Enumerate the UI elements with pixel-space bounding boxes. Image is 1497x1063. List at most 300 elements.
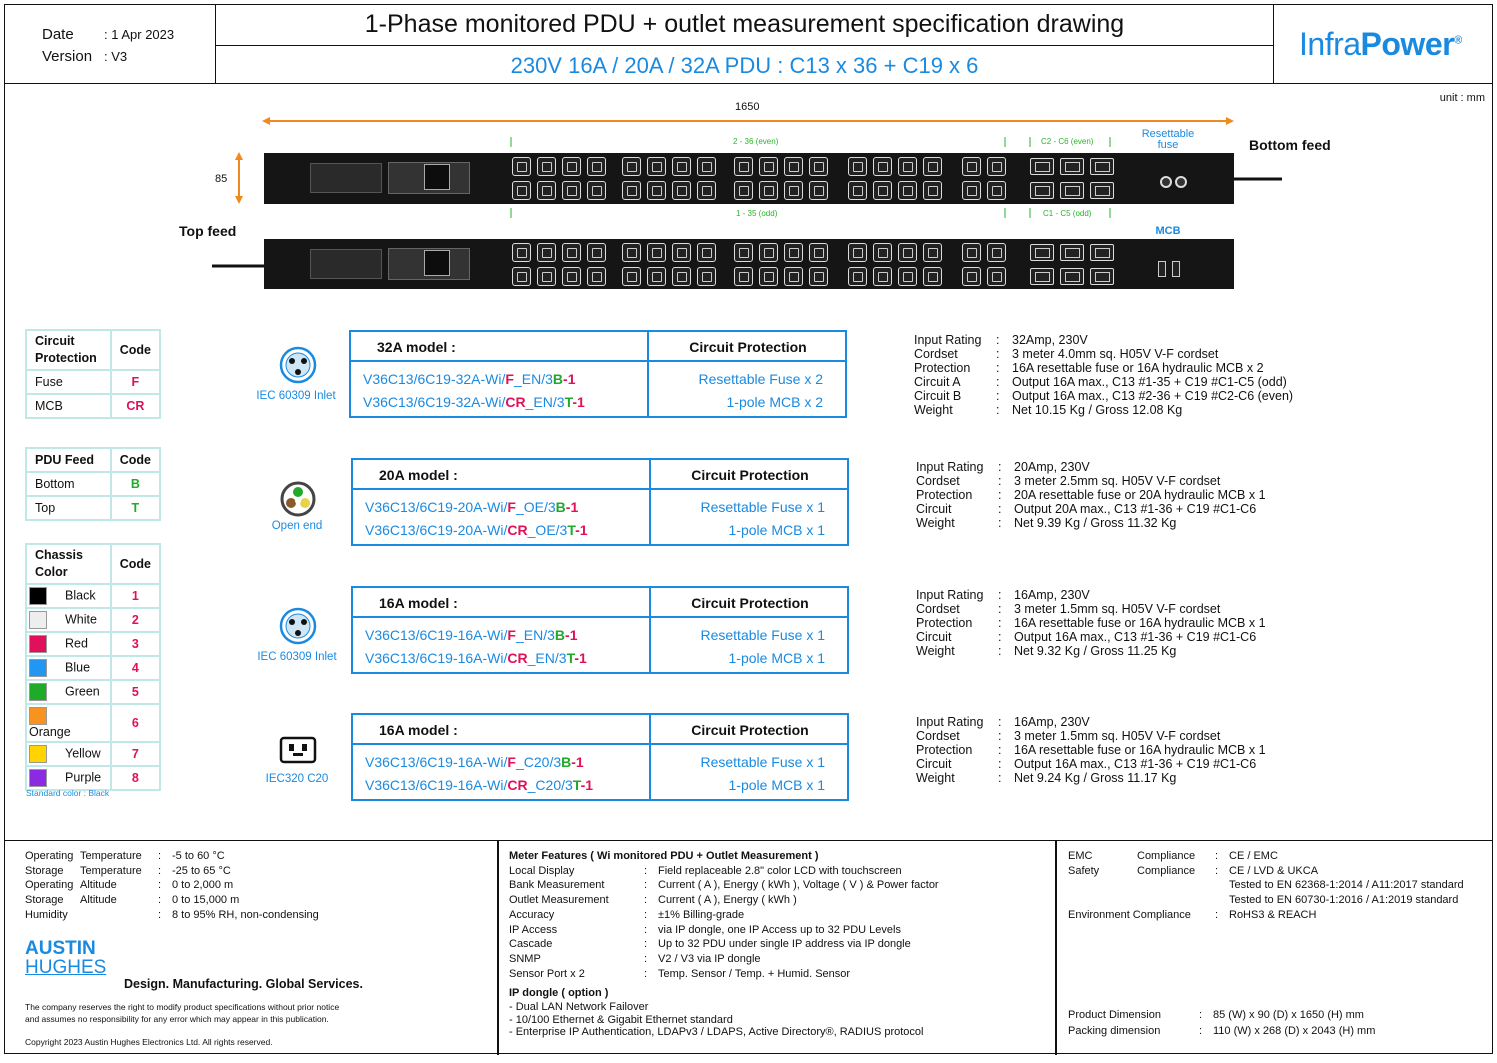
spec-key: Cordset bbox=[916, 602, 960, 616]
c13-outlet bbox=[512, 243, 531, 262]
color-swatch bbox=[29, 707, 47, 725]
color-swatch bbox=[29, 635, 47, 653]
model-box-16a-c20 bbox=[351, 713, 849, 801]
spec-row: Input Rating : 20Amp, 230V bbox=[916, 460, 1090, 474]
c13-outlet bbox=[647, 181, 666, 200]
dimension-row: Product Dimension : 85 (W) x 90 (D) x 1650 (H) mm bbox=[1068, 1009, 1364, 1021]
standard-color-note: Standard color : Black bbox=[26, 788, 110, 798]
model-sku-fuse: V36C13/6C19-32A-Wi/F_EN/3B-1 bbox=[363, 371, 576, 387]
meter-row: SNMP : V2 / V3 via IP dongle bbox=[509, 952, 761, 965]
color-name: Purple bbox=[65, 770, 102, 785]
protection-fuse: Resettable Fuse x 1 bbox=[700, 499, 825, 515]
th-code: Code bbox=[111, 448, 160, 472]
c13-outlet bbox=[873, 243, 892, 262]
th-code: Code bbox=[111, 544, 160, 584]
spec-row: Cordset : 3 meter 1.5mm sq. H05V V-F cordset bbox=[916, 602, 1221, 616]
model-sku-mcb: V36C13/6C19-20A-Wi/CR_OE/3T-1 bbox=[365, 522, 588, 538]
label-even-outlets: 2 - 36 (even) bbox=[733, 137, 779, 146]
spec-key: Input Rating bbox=[916, 715, 984, 729]
code-name: Fuse bbox=[26, 370, 111, 394]
spec-value: Output 20A max., C13 #1-36 + C19 #C1-C6 bbox=[1014, 502, 1257, 516]
meter-module bbox=[310, 163, 382, 193]
c13-outlet bbox=[537, 181, 556, 200]
spec-value: 16A resettable fuse or 16A hydraulic MCB x 1 bbox=[1014, 743, 1266, 757]
circuit-protection-heading: Circuit Protection bbox=[691, 595, 809, 611]
protection-fuse: Resettable Fuse x 2 bbox=[698, 371, 823, 387]
c13-outlet bbox=[697, 181, 716, 200]
protection-mcb: 1-pole MCB x 1 bbox=[728, 777, 825, 793]
env-row: Humidity : 8 to 95% RH, non-condensing bbox=[25, 908, 319, 921]
color-code: 4 bbox=[111, 656, 160, 680]
model-sku-fuse: V36C13/6C19-16A-Wi/F_EN/3B-1 bbox=[365, 627, 578, 643]
c19-outlet bbox=[1030, 182, 1054, 199]
model-sku-mcb: V36C13/6C19-16A-Wi/CR_C20/3T-1 bbox=[365, 777, 594, 793]
meter-row: Cascade : Up to 32 PDU under single IP address via IP dongle bbox=[509, 938, 911, 951]
spec-value: Net 9.32 Kg / Gross 11.25 Kg bbox=[1014, 644, 1177, 658]
c13-outlet bbox=[898, 267, 917, 286]
plug-label-16a-c20: IEC320 C20 bbox=[265, 773, 329, 785]
code-value: T bbox=[111, 496, 160, 520]
c13-outlet bbox=[647, 157, 666, 176]
model-sku-mcb: V36C13/6C19-32A-Wi/CR_EN/3T-1 bbox=[363, 394, 585, 410]
c13-outlet bbox=[923, 157, 942, 176]
meter-row: Bank Measurement : Current ( A ), Energy ( kWh ), Voltage ( V ) & Power factor bbox=[509, 879, 939, 892]
c19-outlet bbox=[1060, 268, 1084, 285]
spec-row: Circuit : Output 20A max., C13 #1-36 + C19 #C1-C6 bbox=[916, 502, 1257, 516]
mcb-label: MCB bbox=[1155, 225, 1181, 237]
code-value: F bbox=[111, 370, 160, 394]
spec-value: Output 16A max., C13 #1-36 + C19 #C1-C6 bbox=[1014, 757, 1257, 771]
spec-value: 16Amp, 230V bbox=[1014, 588, 1090, 602]
spec-row: Circuit : Output 16A max., C13 #1-36 + C19 #C1-C6 bbox=[916, 757, 1257, 771]
env-row: Storage Temperature : -25 to 65 °C bbox=[25, 864, 231, 877]
c13-outlet bbox=[809, 157, 828, 176]
resettable-fuse bbox=[1160, 176, 1172, 188]
copyright: Copyright 2023 Austin Hughes Electronics Ltd. All rights reserved. bbox=[25, 1037, 273, 1047]
height-arrow-bottom bbox=[235, 196, 243, 204]
c13-outlet bbox=[759, 243, 778, 262]
spec-key: Circuit A bbox=[914, 375, 961, 389]
c13-outlet bbox=[898, 181, 917, 200]
spec-key: Circuit B bbox=[914, 389, 962, 403]
spec-block-32a bbox=[914, 333, 1293, 417]
c13-outlet bbox=[512, 157, 531, 176]
disclaimer: The company reserves the right to modify product specifications without prior notice and assumes no responsibility for any error which may appear in this publication. bbox=[25, 1002, 340, 1024]
c13-outlet bbox=[784, 267, 803, 286]
length-label: 1650 bbox=[735, 101, 760, 113]
c13-outlet bbox=[697, 243, 716, 262]
spec-key: Protection bbox=[916, 743, 973, 757]
c13-outlet bbox=[873, 181, 892, 200]
code-name: Bottom bbox=[26, 472, 111, 496]
c13-outlet bbox=[587, 243, 606, 262]
model-sku-fuse: V36C13/6C19-20A-Wi/F_OE/3B-1 bbox=[365, 499, 579, 515]
c13-outlet bbox=[647, 243, 666, 262]
dimension-specs bbox=[1068, 1007, 1493, 1047]
model-sku-mcb: V36C13/6C19-16A-Wi/CR_EN/3T-1 bbox=[365, 650, 587, 666]
spec-key: Circuit bbox=[916, 630, 952, 644]
color-name: Green bbox=[65, 684, 100, 699]
c13-outlet bbox=[809, 181, 828, 200]
env-row: Storage Altitude : 0 to 15,000 m bbox=[25, 894, 240, 907]
spec-row: Cordset : 3 meter 4.0mm sq. H05V V-F cordset bbox=[914, 347, 1219, 361]
spec-row: Weight : Net 9.24 Kg / Gross 11.17 Kg bbox=[916, 771, 1177, 785]
label-c19-odd: C1 - C5 (odd) bbox=[1043, 209, 1092, 218]
c13-outlet bbox=[784, 243, 803, 262]
color-code: 7 bbox=[111, 742, 160, 766]
austin-hughes-logo: AUSTIN HUGHES bbox=[25, 938, 107, 978]
c13-outlet bbox=[537, 267, 556, 286]
c13-outlet bbox=[562, 181, 581, 200]
spec-row: Protection : 16A resettable fuse or 16A hydraulic MCB x 1 bbox=[916, 616, 1266, 630]
chassis-color-row bbox=[26, 584, 160, 608]
spec-value: Output 16A max., C13 #2-36 + C19 #C2-C6 (even) bbox=[1012, 389, 1294, 403]
c19-outlet bbox=[1090, 182, 1114, 199]
spec-key: Circuit bbox=[916, 757, 952, 771]
spec-value: 3 meter 1.5mm sq. H05V V-F cordset bbox=[1014, 602, 1221, 616]
tagline: Design. Manufacturing. Global Services. bbox=[124, 977, 363, 991]
c13-outlet bbox=[873, 267, 892, 286]
c13-outlet bbox=[672, 243, 691, 262]
spec-row: Weight : Net 10.15 Kg / Gross 12.08 Kg bbox=[914, 403, 1183, 417]
ip-dongle-title: IP dongle ( option ) bbox=[509, 987, 609, 1000]
iec-60309-icon bbox=[278, 345, 318, 385]
c13-outlet bbox=[848, 267, 867, 286]
chassis-color-row bbox=[26, 742, 160, 766]
spec-value: 20A resettable fuse or 20A hydraulic MCB x 1 bbox=[1014, 488, 1266, 502]
c13-outlet bbox=[987, 243, 1006, 262]
c13-outlet bbox=[734, 267, 753, 286]
c19-outlet bbox=[1090, 244, 1114, 261]
spec-row: Weight : Net 9.39 Kg / Gross 11.32 Kg bbox=[916, 516, 1177, 530]
c13-outlet bbox=[622, 243, 641, 262]
spec-value: 3 meter 2.5mm sq. H05V V-F cordset bbox=[1014, 474, 1221, 488]
spec-value: 16A resettable fuse or 16A hydraulic MCB x 1 bbox=[1014, 616, 1266, 630]
color-name: Blue bbox=[65, 660, 91, 675]
c13-outlet bbox=[962, 243, 981, 262]
c19-outlet bbox=[1090, 158, 1114, 175]
c13-outlet bbox=[923, 243, 942, 262]
c13-outlet bbox=[873, 157, 892, 176]
circuit-protection-code-table bbox=[25, 329, 161, 419]
spec-value: 16A resettable fuse or 16A hydraulic MCB x 2 bbox=[1012, 361, 1264, 375]
spec-key: Cordset bbox=[916, 729, 960, 743]
c13-outlet bbox=[987, 181, 1006, 200]
spec-key: Cordset bbox=[914, 347, 958, 361]
env-row: Operating Temperature : -5 to 60 °C bbox=[25, 850, 225, 862]
color-name: Orange bbox=[29, 725, 71, 739]
top-feed-label: Top feed bbox=[179, 223, 237, 239]
chassis-color-row bbox=[26, 766, 160, 790]
spec-key: Circuit bbox=[916, 502, 952, 516]
c13-outlet bbox=[962, 157, 981, 176]
c13-outlet bbox=[784, 181, 803, 200]
model-box-16a bbox=[351, 586, 849, 674]
compliance-row: EMC Compliance : CE / EMC bbox=[1068, 850, 1278, 862]
spec-key: Protection bbox=[916, 616, 973, 630]
footer bbox=[4, 840, 1493, 1054]
pdu-top-feed bbox=[264, 239, 1234, 289]
page-subtitle: 230V 16A / 20A / 32A PDU : C13 x 36 + C19 x 6 bbox=[510, 53, 979, 78]
plug-label-20a: Open end bbox=[271, 520, 323, 532]
mcb-switch bbox=[1158, 261, 1166, 277]
c13-outlet bbox=[512, 267, 531, 286]
color-code: 1 bbox=[111, 584, 160, 608]
c19-outlet bbox=[1030, 158, 1054, 175]
c13-outlet bbox=[697, 267, 716, 286]
spec-key: Weight bbox=[914, 403, 953, 417]
date-label: Date bbox=[42, 26, 74, 43]
spec-row: Input Rating : 16Amp, 230V bbox=[916, 715, 1090, 729]
spec-key: Protection bbox=[914, 361, 971, 375]
spec-value: 32Amp, 230V bbox=[1012, 333, 1088, 347]
chassis-color-row bbox=[26, 704, 160, 742]
version-label: Version bbox=[42, 48, 93, 65]
color-swatch bbox=[29, 769, 47, 787]
c13-outlet bbox=[734, 157, 753, 176]
version-value: : V3 bbox=[104, 49, 128, 64]
open-end-icon bbox=[279, 480, 317, 518]
circuit-protection-heading: Circuit Protection bbox=[691, 467, 809, 483]
length-arrow-right bbox=[1226, 117, 1234, 125]
compliance-row: Tested to EN 60730-1:2016 / A1:2019 standard bbox=[1229, 894, 1459, 907]
c13-outlet bbox=[759, 181, 778, 200]
c13-outlet bbox=[759, 267, 778, 286]
model-sku-fuse: V36C13/6C19-16A-Wi/F_C20/3B-1 bbox=[365, 754, 584, 770]
dongle-row: - Enterprise IP Authentication, LDAPv3 / LDAPS, Active Directory®, RADIUS protocol bbox=[509, 1026, 924, 1039]
infrapower-logo: InfraPower® bbox=[1299, 26, 1462, 62]
code-value: CR bbox=[111, 394, 160, 418]
c13-outlet bbox=[923, 267, 942, 286]
spec-value: Output 16A max., C13 #1-36 + C19 #C1-C6 bbox=[1014, 630, 1257, 644]
color-code: 8 bbox=[111, 766, 160, 790]
unit-label: unit : mm bbox=[1439, 92, 1485, 104]
c13-outlet bbox=[562, 267, 581, 286]
chassis-color-row bbox=[26, 680, 160, 704]
meter-row: IP Access : via IP dongle, one IP Access up to 32 PDU Levels bbox=[509, 923, 901, 936]
plug-label-32a: IEC 60309 Inlet bbox=[256, 390, 336, 402]
spec-key: Input Rating bbox=[916, 460, 984, 474]
c13-outlet bbox=[512, 181, 531, 200]
spec-block-16a-c20 bbox=[916, 715, 1266, 785]
c13-outlet bbox=[562, 157, 581, 176]
spec-block-20a bbox=[916, 460, 1266, 530]
c19-outlet bbox=[1030, 244, 1054, 261]
protection-fuse: Resettable Fuse x 1 bbox=[700, 754, 825, 770]
label-c19-even: C2 - C6 (even) bbox=[1041, 137, 1094, 146]
color-swatch bbox=[29, 659, 47, 677]
pdu-feed-code-table bbox=[25, 447, 161, 521]
iec-60309-icon bbox=[278, 606, 318, 646]
c13-outlet bbox=[697, 157, 716, 176]
color-name: White bbox=[65, 612, 97, 627]
spec-row: Cordset : 3 meter 1.5mm sq. H05V V-F cordset bbox=[916, 729, 1221, 743]
length-arrow-left bbox=[262, 117, 270, 125]
model-title: 16A model : bbox=[379, 595, 458, 611]
spec-row: Circuit A : Output 16A max., C13 #1-35 + C19 #C1-C5 (odd) bbox=[914, 375, 1287, 389]
c13-outlet bbox=[537, 157, 556, 176]
spec-row: Input Rating : 32Amp, 230V bbox=[914, 333, 1088, 347]
c19-outlet bbox=[1030, 268, 1054, 285]
date-value: : 1 Apr 2023 bbox=[104, 27, 175, 42]
spec-row: Circuit B : Output 16A max., C13 #2-36 + C19 #C2-C6 (even) bbox=[914, 389, 1294, 403]
meter-row: Local Display : Field replaceable 2.8" color LCD with touchscreen bbox=[509, 864, 902, 877]
spec-value: Net 9.39 Kg / Gross 11.32 Kg bbox=[1014, 516, 1177, 530]
spec-key: Input Rating bbox=[916, 588, 984, 602]
spec-row: Protection : 20A resettable fuse or 20A hydraulic MCB x 1 bbox=[916, 488, 1266, 502]
color-swatch bbox=[29, 587, 47, 605]
spec-key: Weight bbox=[916, 516, 955, 530]
plug-label-16a: IEC 60309 Inlet bbox=[257, 651, 337, 663]
spec-value: 3 meter 1.5mm sq. H05V V-F cordset bbox=[1014, 729, 1221, 743]
protection-fuse: Resettable Fuse x 1 bbox=[700, 627, 825, 643]
c13-outlet bbox=[962, 181, 981, 200]
pdu-bottom-feed bbox=[264, 153, 1234, 204]
model-title: 16A model : bbox=[379, 722, 458, 738]
c13-outlet bbox=[987, 157, 1006, 176]
compliance-row: Tested to EN 62368-1:2014 / A11:2017 standard bbox=[1229, 879, 1464, 892]
c13-outlet bbox=[537, 243, 556, 262]
resettable-fuse bbox=[1175, 176, 1187, 188]
meter-row: Outlet Measurement : Current ( A ), Energy ( kWh ) bbox=[509, 894, 797, 907]
c13-outlet bbox=[987, 267, 1006, 286]
c13-outlet bbox=[759, 157, 778, 176]
meter-row: Accuracy : ±1% Billing-grade bbox=[509, 908, 745, 921]
c13-outlet bbox=[734, 181, 753, 200]
bottom-feed-label: Bottom feed bbox=[1249, 137, 1331, 153]
c13-outlet bbox=[734, 243, 753, 262]
color-name: Red bbox=[65, 636, 88, 651]
c13-outlet bbox=[962, 267, 981, 286]
protection-mcb: 1-pole MCB x 1 bbox=[728, 650, 825, 666]
spec-row: Protection : 16A resettable fuse or 16A hydraulic MCB x 1 bbox=[916, 743, 1266, 757]
c13-outlet bbox=[622, 181, 641, 200]
model-title: 32A model : bbox=[377, 339, 456, 355]
resettable-fuse-label: Resettable fuse bbox=[1141, 128, 1195, 151]
c19-outlet bbox=[1060, 182, 1084, 199]
c13-outlet bbox=[923, 181, 942, 200]
spec-key: Weight bbox=[916, 771, 955, 785]
c19-outlet bbox=[1060, 158, 1084, 175]
chassis-color-row bbox=[26, 632, 160, 656]
c19-outlet bbox=[1060, 244, 1084, 261]
th-circuit: Circuit Protection bbox=[26, 330, 111, 370]
spec-value: Net 9.24 Kg / Gross 11.17 Kg bbox=[1014, 771, 1177, 785]
color-swatch bbox=[29, 611, 47, 629]
mcb-switch bbox=[1172, 261, 1180, 277]
c19-outlet bbox=[1090, 268, 1114, 285]
th-chassis: Chassis Color bbox=[26, 544, 111, 584]
th-feed: PDU Feed bbox=[26, 448, 111, 472]
c13-outlet bbox=[622, 157, 641, 176]
color-code: 3 bbox=[111, 632, 160, 656]
spec-value: 16Amp, 230V bbox=[1014, 715, 1090, 729]
dongle-row: - Dual LAN Network Failover bbox=[509, 1001, 649, 1014]
spec-value: 20Amp, 230V bbox=[1014, 460, 1090, 474]
spec-block-16a bbox=[916, 588, 1266, 658]
dimension-row: Packing dimension : 110 (W) x 268 (D) x 2043 (H) mm bbox=[1068, 1025, 1376, 1037]
spec-key: Weight bbox=[916, 644, 955, 658]
lcd-screen bbox=[424, 164, 450, 190]
circuit-protection-heading: Circuit Protection bbox=[691, 722, 809, 738]
env-row: Operating Altitude : 0 to 2,000 m bbox=[25, 879, 234, 892]
circuit-protection-heading: Circuit Protection bbox=[689, 339, 807, 355]
model-box-20a bbox=[351, 458, 849, 546]
spec-value: Net 10.15 Kg / Gross 12.08 Kg bbox=[1012, 403, 1183, 417]
c13-outlet bbox=[809, 267, 828, 286]
page-title: 1-Phase monitored PDU + outlet measurement specification drawing bbox=[216, 4, 1273, 46]
color-code: 2 bbox=[111, 608, 160, 632]
chassis-color-row bbox=[26, 608, 160, 632]
c13-outlet bbox=[672, 267, 691, 286]
c13-outlet bbox=[622, 267, 641, 286]
c13-outlet bbox=[898, 243, 917, 262]
label-odd-outlets: 1 - 35 (odd) bbox=[736, 209, 778, 218]
spec-key: Input Rating bbox=[914, 333, 982, 347]
meter-row: Sensor Port x 2 : Temp. Sensor / Temp. + Humid. Sensor bbox=[509, 967, 851, 980]
color-code: 5 bbox=[111, 680, 160, 704]
c13-outlet bbox=[647, 267, 666, 286]
c13-outlet bbox=[587, 267, 606, 286]
code-name: MCB bbox=[26, 394, 111, 418]
color-swatch bbox=[29, 683, 47, 701]
color-swatch bbox=[29, 745, 47, 763]
protection-mcb: 1-pole MCB x 1 bbox=[728, 522, 825, 538]
spec-key: Cordset bbox=[916, 474, 960, 488]
spec-value: 3 meter 4.0mm sq. H05V V-F cordset bbox=[1012, 347, 1219, 361]
c13-outlet bbox=[784, 157, 803, 176]
c13-outlet bbox=[672, 157, 691, 176]
spec-row: Input Rating : 16Amp, 230V bbox=[916, 588, 1090, 602]
dongle-row: - 10/100 Ethernet & Gigabit Ethernet standard bbox=[509, 1013, 733, 1026]
color-name: Yellow bbox=[65, 746, 101, 761]
model-box-32a bbox=[349, 330, 847, 418]
th-code: Code bbox=[111, 330, 160, 370]
color-code: 6 bbox=[111, 704, 160, 742]
iec320-c20-icon bbox=[279, 736, 317, 764]
meter-features bbox=[509, 849, 1049, 1063]
chassis-color-row bbox=[26, 656, 160, 680]
chassis-color-code-table bbox=[25, 543, 161, 791]
c13-outlet bbox=[848, 157, 867, 176]
spec-row: Protection : 16A resettable fuse or 16A hydraulic MCB x 2 bbox=[914, 361, 1264, 375]
compliance-row: Safety Compliance : CE / LVD & UKCA bbox=[1068, 864, 1319, 877]
code-name: Top bbox=[26, 496, 111, 520]
color-name: Black bbox=[65, 588, 96, 603]
protection-mcb: 1-pole MCB x 2 bbox=[726, 394, 823, 410]
spec-row: Circuit : Output 16A max., C13 #1-36 + C19 #C1-C6 bbox=[916, 630, 1257, 644]
spec-row: Weight : Net 9.32 Kg / Gross 11.25 Kg bbox=[916, 644, 1177, 658]
c13-outlet bbox=[848, 181, 867, 200]
height-arrow-top bbox=[235, 152, 243, 160]
c13-outlet bbox=[898, 157, 917, 176]
c13-outlet bbox=[848, 243, 867, 262]
meter-module bbox=[310, 249, 382, 279]
c13-outlet bbox=[672, 181, 691, 200]
spec-row: Cordset : 3 meter 2.5mm sq. H05V V-F cordset bbox=[916, 474, 1221, 488]
c13-outlet bbox=[809, 243, 828, 262]
c13-outlet bbox=[587, 181, 606, 200]
model-title: 20A model : bbox=[379, 467, 458, 483]
code-value: B bbox=[111, 472, 160, 496]
compliance-row: Environment Compliance : RoHS3 & REACH bbox=[1068, 908, 1317, 921]
lcd-screen bbox=[424, 250, 450, 276]
c13-outlet bbox=[587, 157, 606, 176]
spec-value: Output 16A max., C13 #1-35 + C19 #C1-C5 (odd) bbox=[1012, 375, 1287, 389]
spec-key: Protection bbox=[916, 488, 973, 502]
height-label: 85 bbox=[215, 173, 228, 185]
meter-features-title: Meter Features ( Wi monitored PDU + Outlet Measurement ) bbox=[509, 850, 819, 862]
